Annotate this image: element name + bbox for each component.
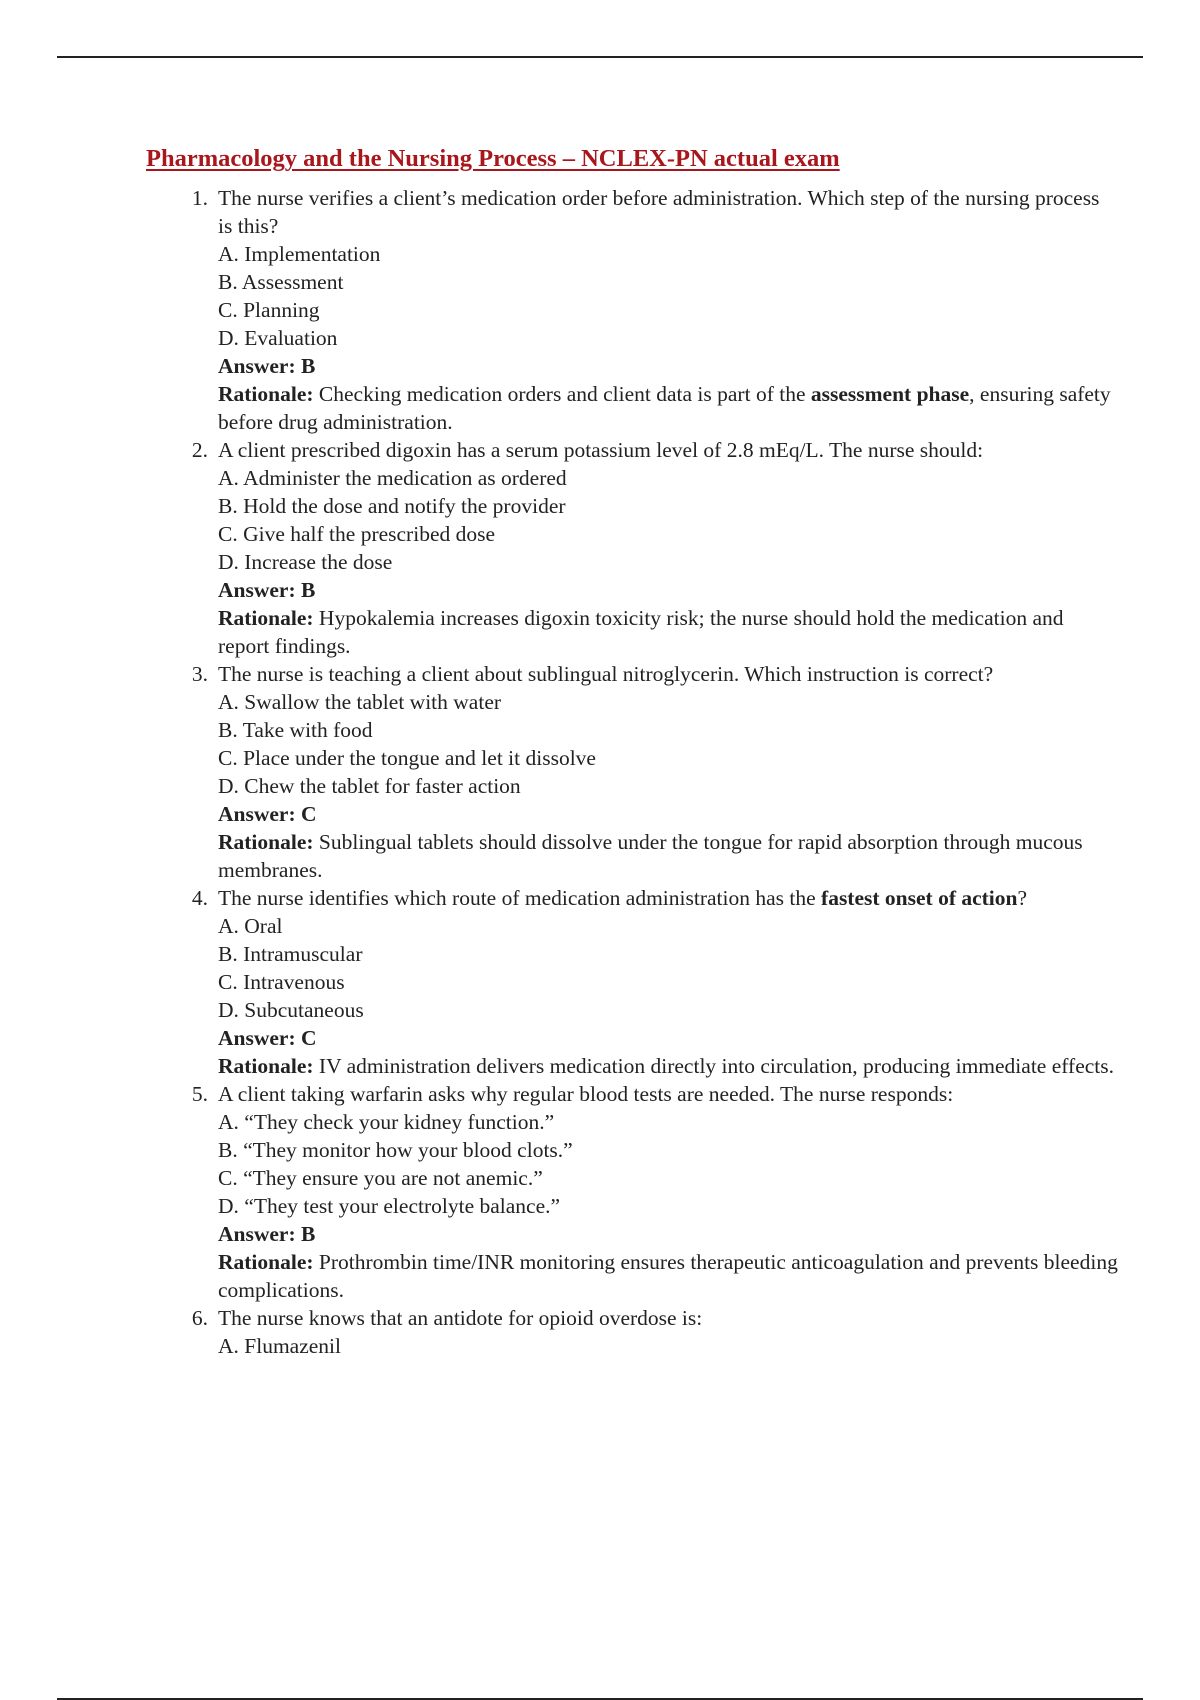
answer-value: C xyxy=(301,1026,317,1050)
question-stem: The nurse is teaching a client about sublingual nitroglycerin. Which instruction is correct? xyxy=(218,662,994,686)
answer-value: B xyxy=(301,354,316,378)
option-b: B. Intramuscular xyxy=(218,942,363,966)
option-d: D. Increase the dose xyxy=(218,550,393,574)
option-d: D. “They test your electrolyte balance.” xyxy=(218,1194,561,1218)
option-d: D. Subcutaneous xyxy=(218,998,364,1022)
answer-line xyxy=(218,352,1118,380)
question-number: 4. xyxy=(191,886,208,910)
rationale-label: Rationale: xyxy=(218,830,314,854)
question-stem: A client taking warfarin asks why regular blood tests are needed. The nurse responds: xyxy=(218,1082,954,1106)
rationale-line xyxy=(218,828,1118,884)
question-list xyxy=(191,184,1118,1360)
rationale-line xyxy=(218,604,1118,660)
answer-label: Answer: xyxy=(218,578,296,602)
rationale-label: Rationale: xyxy=(218,382,314,406)
rationale-text: Hypokalemia increases digoxin toxicity risk; the nurse should hold the medication and report findings. xyxy=(218,606,1064,658)
question-stem: The nurse knows that an antidote for opioid overdose is: xyxy=(218,1306,703,1330)
option-c: C. Planning xyxy=(218,298,320,322)
question-number: 1. xyxy=(191,186,208,210)
question-4 xyxy=(191,884,1118,1080)
option-a: A. Swallow the tablet with water xyxy=(218,690,502,714)
answer-line xyxy=(218,1220,1118,1248)
option-c: C. Place under the tongue and let it dissolve xyxy=(218,746,596,770)
option-c: C. “They ensure you are not anemic.” xyxy=(218,1166,543,1190)
question-5 xyxy=(191,1080,1118,1304)
question-3 xyxy=(191,660,1118,884)
rationale-line xyxy=(218,1248,1118,1304)
answer-value: C xyxy=(301,802,317,826)
rationale-line xyxy=(218,380,1118,436)
answer-line xyxy=(218,576,1118,604)
question-number: 5. xyxy=(191,1082,208,1106)
question-stem-emphasis: fastest onset of action xyxy=(821,886,1018,910)
rationale-label: Rationale: xyxy=(218,1250,314,1274)
question-stem-text: The nurse identifies which route of medication administration has the xyxy=(218,886,822,910)
answer-label: Answer: xyxy=(218,354,296,378)
option-d: D. Chew the tablet for faster action xyxy=(218,774,521,798)
question-stem: A client prescribed digoxin has a serum potassium level of 2.8 mEq/L. The nurse should: xyxy=(218,438,984,462)
question-stem xyxy=(218,884,1118,912)
question-2 xyxy=(191,436,1118,660)
question-stem: The nurse verifies a client’s medication order before administration. Which step of the nursing process is this? xyxy=(218,186,1100,238)
question-number: 6. xyxy=(191,1306,208,1330)
rationale-label: Rationale: xyxy=(218,606,314,630)
option-a: A. Oral xyxy=(218,914,283,938)
option-c: C. Intravenous xyxy=(218,970,345,994)
rationale-label: Rationale: xyxy=(218,1054,314,1078)
rationale-text: IV administration delivers medication directly into circulation, producing immediate effects. xyxy=(318,1054,1114,1078)
option-c: C. Give half the prescribed dose xyxy=(218,522,496,546)
rationale-emphasis: assessment phase xyxy=(810,382,970,406)
answer-value: B xyxy=(301,578,316,602)
answer-label: Answer: xyxy=(218,802,296,826)
question-number: 2. xyxy=(191,438,208,462)
answer-value: B xyxy=(301,1222,316,1246)
page-title: Pharmacology and the Nursing Process – NCLEX-PN actual exam xyxy=(146,145,840,172)
question-stem-end: ? xyxy=(1017,886,1028,910)
question-1 xyxy=(191,184,1118,436)
answer-label: Answer: xyxy=(218,1026,296,1050)
option-b: B. “They monitor how your blood clots.” xyxy=(218,1138,573,1162)
option-b: B. Hold the dose and notify the provider xyxy=(218,494,566,518)
rationale-text: Sublingual tablets should dissolve under the tongue for rapid absorption through mucous membranes. xyxy=(218,830,1083,882)
question-6 xyxy=(191,1304,1118,1360)
option-a: A. Implementation xyxy=(218,242,381,266)
rationale-line xyxy=(218,1052,1118,1080)
answer-line xyxy=(218,800,1118,828)
question-number: 3. xyxy=(191,662,208,686)
option-a: A. “They check your kidney function.” xyxy=(218,1110,555,1134)
answer-line xyxy=(218,1024,1118,1052)
answer-label: Answer: xyxy=(218,1222,296,1246)
rationale-text: Checking medication orders and client data is part of the xyxy=(318,382,811,406)
option-a: A. Administer the medication as ordered xyxy=(218,466,567,490)
option-b: B. Take with food xyxy=(218,718,373,742)
rationale-text-end: , ensuring safety before drug administration. xyxy=(218,382,1111,434)
option-a: A. Flumazenil xyxy=(218,1334,342,1358)
rationale-text: Prothrombin time/INR monitoring ensures therapeutic anticoagulation and prevents bleeding complications. xyxy=(218,1250,1118,1302)
header-rule xyxy=(57,56,1143,58)
option-b: B. Assessment xyxy=(218,270,344,294)
option-d: D. Evaluation xyxy=(218,326,338,350)
